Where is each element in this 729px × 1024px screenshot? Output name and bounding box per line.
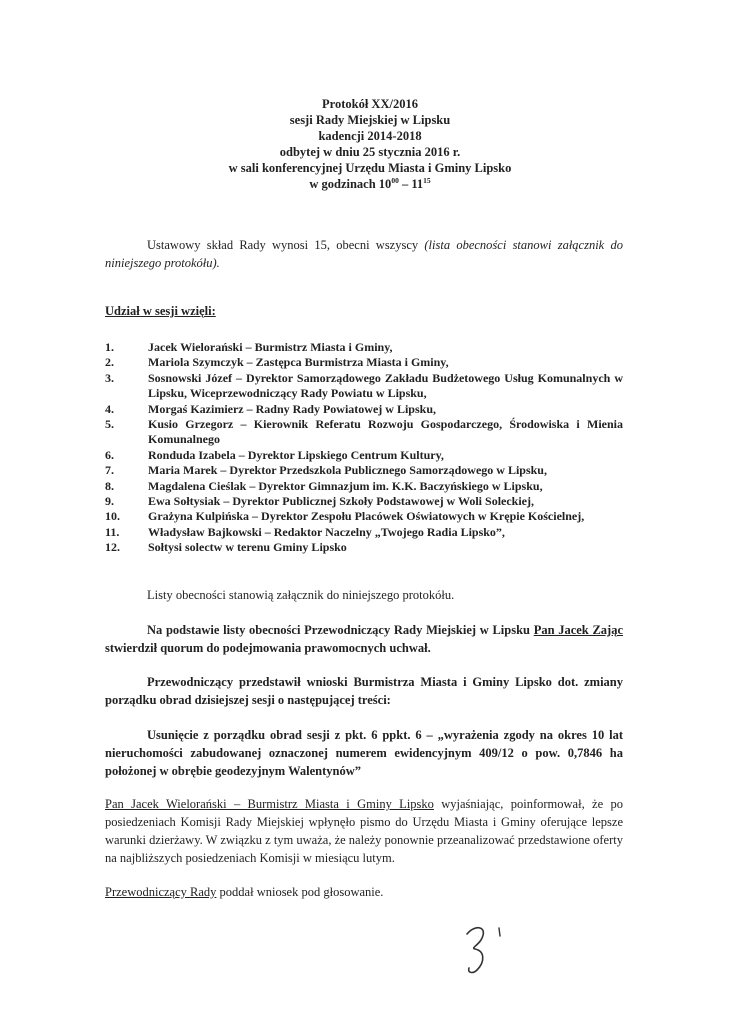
chairman-name: Pan Jacek Zając <box>533 623 624 637</box>
list-item: 4. Morgaś Kazimierz – Radny Rady Powiatowej w Lipsku, <box>105 401 436 416</box>
list-item: 5. Kusio Grzegorz – Kierownik Referatu Rozwoju Gospodarczego, Środowiska i Mienia Komunalnego <box>105 417 623 447</box>
list-item: 9. Ewa Sołtysiak – Dyrektor Publicznej Szkoły Podstawowej w Woli Soleckiej, <box>105 494 535 509</box>
list-item: 11. Władysław Bajkowski – Redaktor Naczelny „Twojego Radia Lipsko”, <box>105 524 505 539</box>
title-line-session: sesji Rady Miejskiej w Lipsku <box>289 113 451 127</box>
list-item: 12. Sołtysi solectw w terenu Gminy Lipsko <box>105 540 347 555</box>
list-item: 8. Magdalena Cieślak – Dyrektor Gimnazjum im. K.K. Baczyńskiego w Lipsku, <box>105 478 543 493</box>
quorum-paragraph: Na podstawie listy obecności Przewodniczący Rady Miejskiej w Lipsku Pan Jacek Zając stwierdził quorum do podejmowania prawomocnych uchwał. <box>105 623 624 655</box>
motion-paragraph: Przewodniczący przedstawił wnioski Burmistrza Miasta i Gminy Lipsko dot. zmiany porządku obrad dzisiejszej sesji o następującej treści: <box>105 675 623 707</box>
removal-paragraph: Usunięcie z porządku obrad sesji z pkt. 6 ppkt. 6 – „wyrażenia zgody na okres 10 lat nieruchomości zabudowanej oznaczonej numerem ewidencyjnym 409/12 o pow. 0,7846 ha położonej w obrębie geodezyjnym Walentynów” <box>105 728 623 778</box>
participants-heading: Udział w sesji wzięli: <box>105 304 216 318</box>
list-item: 1. Jacek Wielorański – Burmistrz Miasta i Gminy, <box>105 340 393 354</box>
chairman-title: Przewodniczący Rady <box>105 885 217 899</box>
participants-list <box>105 340 623 556</box>
list-item: 6. Ronduda Izabela – Dyrektor Lipskiego Centrum Kultury, <box>105 447 444 462</box>
list-item: 7. Maria Marek – Dyrektor Przedszkola Publicznego Samorządowego w Lipsku, <box>105 463 547 478</box>
mayor-explanation-paragraph: Pan Jacek Wielorański – Burmistrz Miasta i Gminy Lipsko wyjaśniając, poinformował, że po posiedzeniach Komisji Rady Miejskiej wpłynęło pismo do Urzędu Miasta i Gminy oferujące lepsze warunki dzierżawy. W związku z tym uważa, że należy ponownie przeanalizować przedstawione oferty na najbliższych posiedzeniach Komisji w miesiącu lutym. <box>105 797 623 865</box>
intro-paragraph: Ustawowy skład Rady wynosi 15, obecni wszyscy (lista obecności stanowi załącznik do niniejszego protokółu). <box>105 238 623 270</box>
attendance-note: Listy obecności stanowią załącznik do niniejszego protokółu. <box>147 588 455 602</box>
title-line-date: odbytej w dniu 25 stycznia 2016 r. <box>279 145 461 159</box>
handwritten-initials-icon <box>455 918 525 978</box>
vote-paragraph: Przewodniczący Rady poddał wniosek pod głosowanie. <box>105 885 384 899</box>
title-line-term: kadencji 2014-2018 <box>318 129 422 143</box>
list-item: 2. Mariola Szymczyk – Zastępca Burmistrza Miasta i Gminy, <box>105 355 449 370</box>
title-line-hours: w godzinach $10^{00} - 11^{15}$ <box>309 176 431 191</box>
title-line-protocol: Protokół XX/2016 <box>322 97 418 111</box>
title-line-location: w sali konferencyjnej Urzędu Miasta i Gminy Lipsko <box>228 161 512 175</box>
list-item: 3. Sosnowski Józef – Dyrektor Samorządowego Zakładu Budżetowego Usług Komunalnych w Lipsku, Wiceprzewodniczący Rady Powiatu w Lipsku, <box>105 370 623 401</box>
list-item: 10. Grażyna Kulpińska – Dyrektor Zespołu Placówek Oświatowych w Krępie Kościelnej, <box>105 509 585 524</box>
mayor-name: Pan Jacek Wielorański – Burmistrz Miasta i Gminy Lipsko <box>105 797 434 811</box>
document-title <box>150 96 590 192</box>
